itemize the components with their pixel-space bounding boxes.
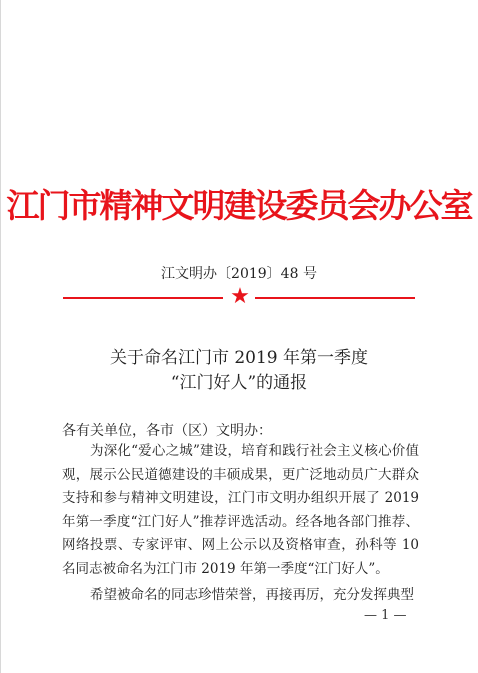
- notice-title-line1: 关于命名江门市 2019 年第一季度: [109, 348, 369, 368]
- body-paragraph-2: 希望被命名的同志珍惜荣誉，再接再厉，充分发挥典型: [90, 587, 414, 603]
- red-separator-left: [63, 297, 223, 299]
- document-number: 江文明办〔2019〕48 号: [161, 266, 317, 282]
- body-paragraph-1: 为深化“爱心之城”建设，培育和践行社会主义核心价值观，展示公民道德建设的丰硕成果，更广泛地动员广大群众支持和参与精神文明建设，江门市文明办组织开展了 2019 年第一季度“江门好人”推荐评选活动。经各地各部门推荐、网络投票、专家评审、网上公示以及资格审查，孙科等 10 名同志被命名为江门市 2019 年第一季度“江门好人”。: [62, 443, 419, 577]
- salutation: 各有关单位，各市（区）文明办：: [62, 423, 272, 439]
- page-number: — 1 —: [364, 608, 407, 623]
- red-separator-right: [255, 297, 415, 299]
- star-icon: ★: [230, 284, 250, 309]
- notice-title-line2: “江门好人”的通报: [170, 373, 308, 393]
- page-edge: [0, 0, 1, 673]
- org-header-title: 江门市精神文明建设委员会办公室: [6, 186, 472, 225]
